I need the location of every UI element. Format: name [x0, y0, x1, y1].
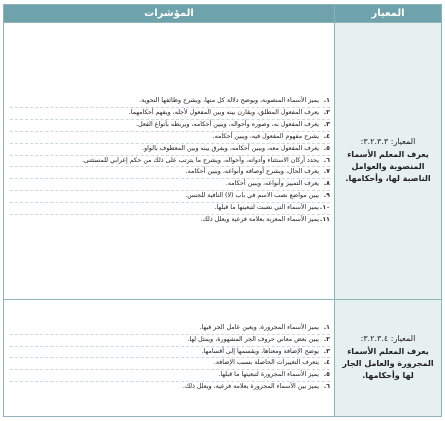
indicator-item — [10, 167, 330, 179]
table-body — [4, 23, 442, 417]
indicator-item — [10, 144, 330, 156]
indicator-text: يشرح مفهوم المفعول فيه، ويبين أحكامه. — [212, 132, 319, 140]
indicator-text: يعرف المفعول به، وصوره وأحواله، ويبين أحكامه، ويربطه بأنواع الفعل. — [136, 121, 319, 129]
indicator-number: ٣. — [323, 121, 330, 129]
indicator-number: ١. — [323, 97, 330, 105]
indicator-number: ٢. — [323, 335, 330, 343]
standard-text: يعرف المعلم الأسماء المنصوبة والعوامل الناصبة لها، وأحكامها. — [345, 149, 431, 184]
indicator-number: ٦. — [323, 156, 330, 164]
indicator-number: ٤. — [323, 359, 330, 367]
indicator-text: يعرف الحال، ويشرح أوصافه وأنواعه، ويبين أحكامه. — [185, 168, 319, 176]
indicator-number: ٥. — [323, 371, 330, 379]
indicator-text: يبين بعض معاني حروف الجر المشهورة، ويمثل لها. — [187, 335, 319, 343]
header-standard: المعيار — [335, 5, 442, 23]
indicator-item — [10, 108, 330, 120]
indicator-item — [10, 120, 330, 132]
standards-table — [3, 4, 442, 417]
standard-code: المعيار: ٣.٢.٣.٣: — [360, 137, 416, 147]
indicator-item — [10, 323, 330, 335]
indicator-text: يوضح الإضافة ومعناها، ويقسمها إلى أقسامها. — [201, 347, 319, 355]
indicator-number: ٣. — [323, 347, 330, 355]
indicator-text: يبين مواضع نصب الاسم في باب (لا) النافية للجنس. — [185, 191, 319, 199]
indicator-number: ٤. — [323, 132, 330, 140]
indicator-text: يميز بين الأسماء المجرورة بعلامة فرعية، ويعلل ذلك. — [182, 383, 319, 391]
table-row — [4, 299, 442, 416]
indicator-number: ٧. — [323, 168, 330, 176]
indicator-text: يميز الأسماء المجرورة، ويعين عامل الجر فيها. — [199, 323, 319, 331]
indicator-number: ١١. — [319, 215, 330, 223]
indicator-list — [10, 96, 330, 225]
indicators-cell — [4, 299, 335, 416]
indicator-text: يميز الأسماء المنصوبة، ويوضح دلالة كل منها، ويشرح وظائفها النحوية. — [139, 97, 319, 105]
indicator-item — [10, 382, 330, 393]
header-indicators: المؤشرات — [4, 5, 335, 23]
indicator-number: ٩. — [323, 191, 330, 199]
indicator-number: ٨. — [323, 180, 330, 188]
indicator-text: يميز الأسماء المعربة بعلامة فرعية ويعلل ذلك. — [200, 215, 319, 223]
standard-text: يعرف المعلم الأسماء المجرورة والعامل الجار لها وأحكامها. — [342, 346, 434, 381]
indicator-text: يعرف المفعول المطلق، ويقارن بينه وبين المفعول لأجله، ويفهم أحكامهما. — [128, 109, 319, 117]
indicator-number: ١٠. — [319, 203, 330, 211]
indicator-item — [10, 203, 330, 215]
indicator-text: يعرف المفعول معه، ويبين أحكامه، ويفرق بينه وبين المعطوف بالواو. — [142, 144, 319, 152]
indicators-cell — [4, 23, 335, 300]
indicator-item — [10, 347, 330, 359]
indicator-number: ١. — [323, 323, 330, 331]
indicator-item — [10, 335, 330, 347]
indicator-text: يتعرف التغييرات الحاصلة بسبب الإضافة. — [213, 359, 319, 367]
indicator-item — [10, 179, 330, 191]
indicator-text: يحدد أركان الاستثناء وأدواته، وأحواله، ويشرح ما يترتب على ذلك من حكم إعرابي للمستثنى. — [81, 156, 319, 164]
indicator-item — [10, 370, 330, 382]
indicator-item — [10, 156, 330, 168]
table-header-row — [4, 5, 442, 23]
indicator-number: ٥. — [323, 144, 330, 152]
indicator-number: ٦. — [323, 383, 330, 391]
standard-cell — [335, 299, 442, 416]
indicator-item — [10, 215, 330, 226]
table-row — [4, 23, 442, 300]
standard-cell — [335, 23, 442, 300]
indicator-item — [10, 358, 330, 370]
indicator-text: يميز الأسماء المجرورة لتبعيتها ما قبلها. — [218, 371, 319, 379]
indicator-item — [10, 191, 330, 203]
indicator-item — [10, 132, 330, 144]
standard-code: المعيار: ٣.٢.٣.٤: — [360, 334, 416, 344]
indicator-item — [10, 96, 330, 108]
indicator-text: يعرف التمييز وأنواعه، ويبين أحكامه. — [225, 180, 319, 188]
indicator-number: ٢. — [323, 109, 330, 117]
indicator-text: يميز الأسماء التي نصبت لتبعيتها ما قبلها. — [214, 203, 319, 211]
indicator-list — [10, 323, 330, 393]
